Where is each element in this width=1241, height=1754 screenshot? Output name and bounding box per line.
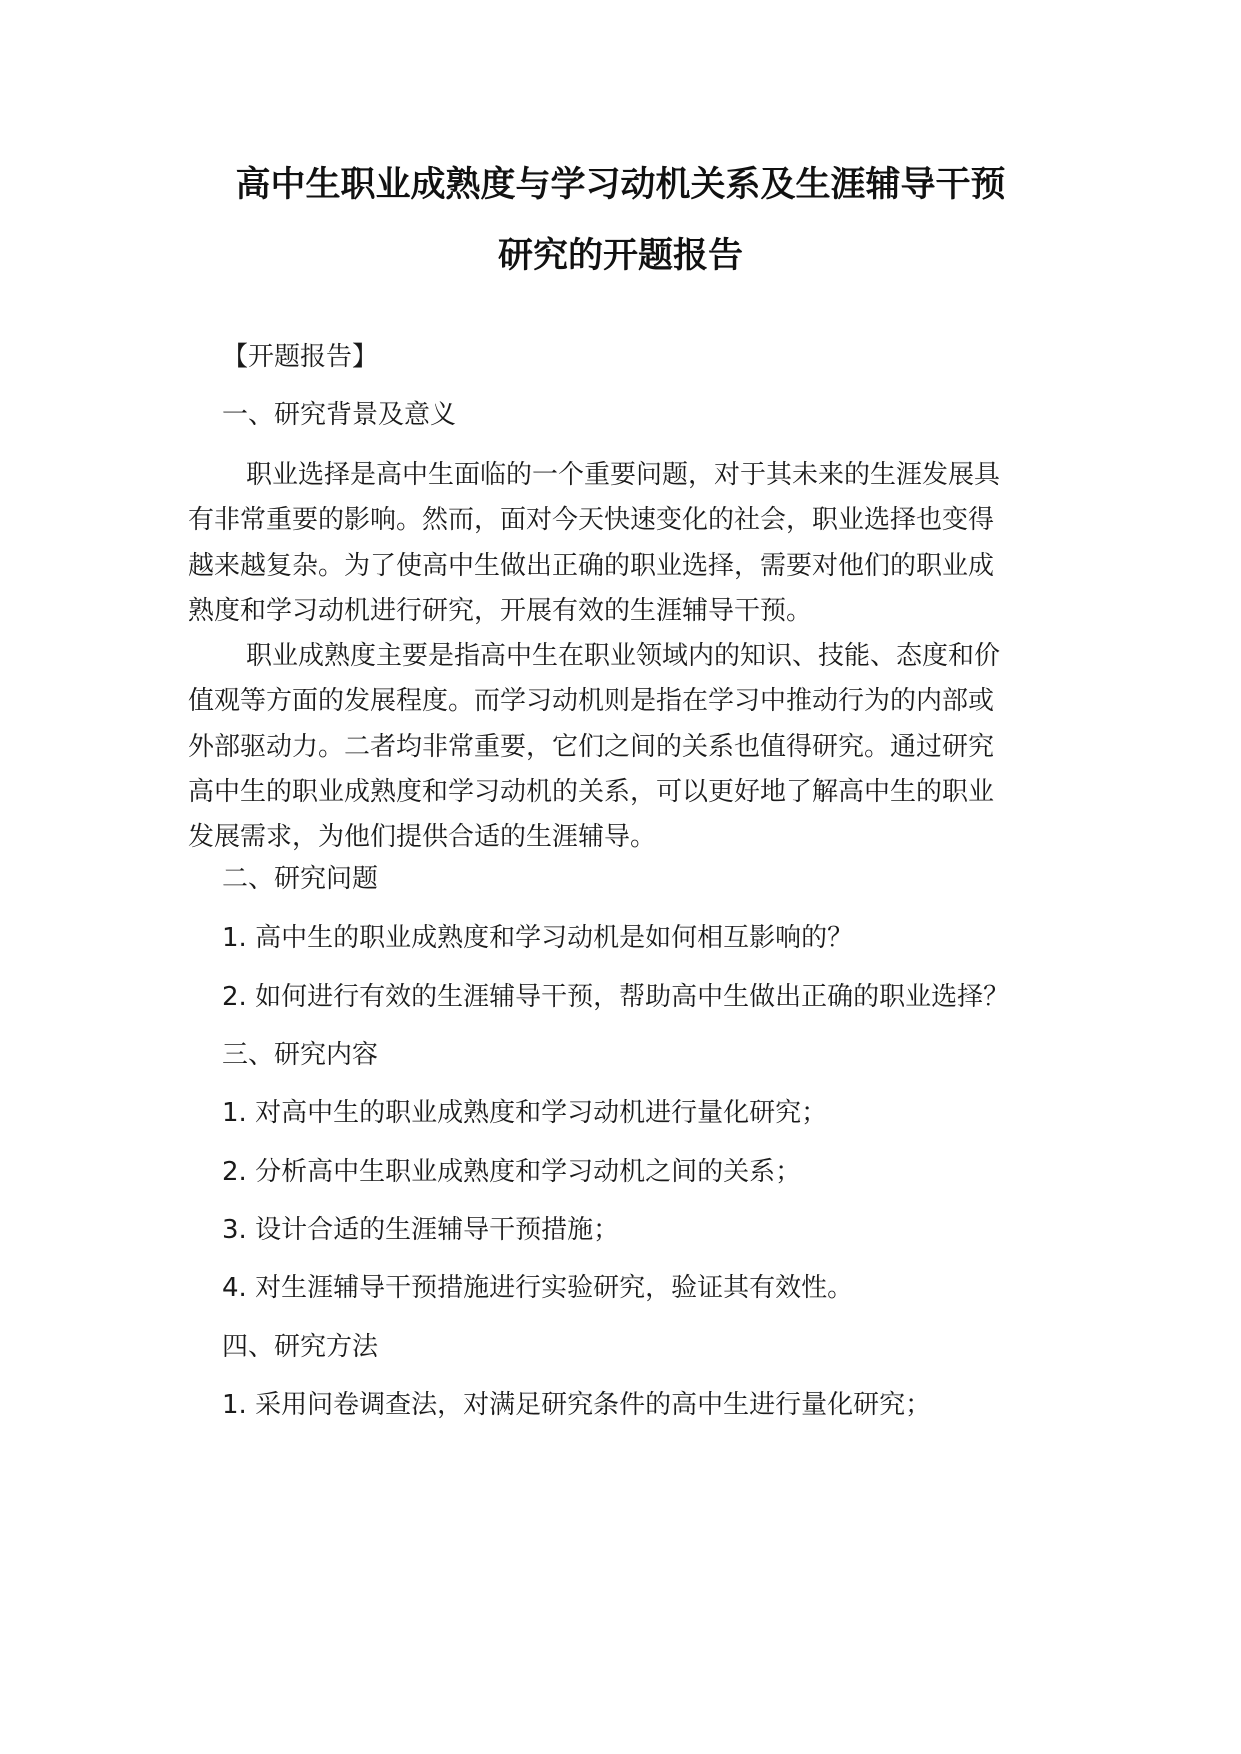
heading-research-methods: 四、研究方法 — [222, 1332, 379, 1362]
section-tag: 【开题报告】 — [222, 342, 379, 372]
paragraph-line: 职业选择是高中生面临的一个重要问题，对于其未来的生涯发展具 — [246, 460, 1001, 490]
paragraph-line: 值观等方面的发展程度。而学习动机则是指在学习中推动行为的内部或 — [188, 686, 995, 717]
document-title-line-1: 高中生职业成熟度与学习动机关系及生涯辅导干预 — [235, 165, 1006, 205]
list-item-content-2: 2. 分析高中生职业成熟度和学习动机之间的关系； — [222, 1157, 802, 1187]
paragraph-line: 有非常重要的影响。然而，面对今天快速变化的社会，职业选择也变得 — [188, 505, 995, 536]
heading-research-questions: 二、研究问题 — [222, 864, 379, 894]
document-title-line-2: 研究的开题报告 — [497, 236, 743, 276]
paragraph-line: 职业成熟度主要是指高中生在职业领域内的知识、技能、态度和价 — [246, 641, 1001, 671]
paragraph-line: 外部驱动力。二者均非常重要，它们之间的关系也值得研究。通过研究 — [188, 731, 995, 762]
list-item-question-1: 1. 高中生的职业成熟度和学习动机是如何相互影响的？ — [222, 923, 854, 953]
heading-background: 一、研究背景及意义 — [222, 400, 457, 430]
list-item-content-3: 3. 设计合适的生涯辅导干预措施； — [222, 1215, 620, 1245]
paragraph-line: 越来越复杂。为了使高中生做出正确的职业选择，需要对他们的职业成 — [188, 550, 995, 581]
list-item-question-2: 2. 如何进行有效的生涯辅导干预，帮助高中生做出正确的职业选择？ — [222, 982, 1010, 1012]
paragraph-line: 熟度和学习动机进行研究，开展有效的生涯辅导干预。 — [188, 595, 813, 626]
paragraph-maturity — [188, 634, 1048, 860]
paragraph-line: 高中生的职业成熟度和学习动机的关系，可以更好地了解高中生的职业 — [188, 776, 995, 807]
list-item-content-4: 4. 对生涯辅导干预措施进行实验研究，验证其有效性。 — [222, 1273, 854, 1303]
paragraph-background — [188, 453, 1048, 634]
heading-research-content: 三、研究内容 — [222, 1040, 379, 1070]
list-item-method-1: 1. 采用问卷调查法，对满足研究条件的高中生进行量化研究； — [222, 1390, 932, 1420]
list-item-content-1: 1. 对高中生的职业成熟度和学习动机进行量化研究； — [222, 1098, 828, 1128]
paragraph-line: 发展需求，为他们提供合适的生涯辅导。 — [188, 822, 657, 853]
